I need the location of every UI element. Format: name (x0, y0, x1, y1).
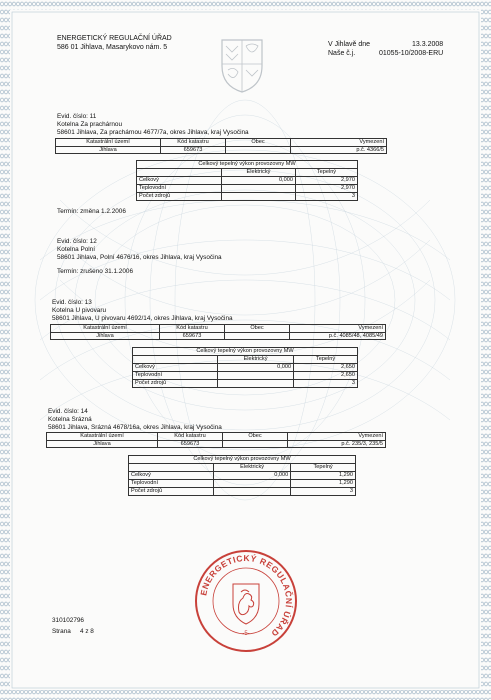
table-header: Obec (226, 139, 291, 147)
table-cell: p.č. 4366/5 (291, 146, 387, 154)
table-cell: 659673 (158, 440, 223, 448)
row-label: Teplovodní (133, 372, 218, 380)
table-cell: 0,000 (222, 177, 296, 185)
official-stamp (193, 548, 299, 654)
stamp-number: -5- (242, 631, 250, 637)
termin-text: Termín: změna 1.2.2006 (57, 208, 126, 215)
org-name: ENERGETICKÝ REGULAČNÍ ÚŘAD (57, 35, 172, 42)
table-header: Vymezení (288, 433, 386, 441)
page-number: 4 z 8 (80, 628, 94, 635)
evid-number: Evid. číslo: 14 (48, 408, 88, 415)
table-cell: 3 (294, 380, 358, 388)
table-cell: 659673 (160, 332, 225, 340)
place-label: V Jihlavě dne (328, 41, 371, 48)
plant-address: 58601 Jihlava, Srázná 4678/16a, okres Jihlava, kraj Vysočina (48, 424, 222, 431)
table-cell: 3 (291, 488, 356, 496)
row-label: Počet zdrojů (129, 488, 214, 496)
table-header: Katastrální území (56, 139, 161, 147)
table-cell (218, 372, 294, 380)
stamp-text: ENERGETICKÝ REGULAČNÍ ÚŘAD (198, 552, 295, 639)
table-cell (214, 480, 291, 488)
plant-name: Kotelna Srázná (48, 416, 92, 423)
ref-label: Naše č.j. (328, 50, 356, 57)
row-label: Počet zdrojů (133, 380, 218, 388)
row-label: Teplovodní (137, 185, 222, 193)
coat-of-arms-icon (218, 36, 266, 94)
org-address: 586 01 Jihlava, Masarykovo nám. 5 (57, 44, 168, 51)
table-cell: 2,970 (295, 177, 357, 185)
page-label: Strana (52, 628, 71, 635)
vykon-table (132, 347, 358, 388)
plant-address: 58601 Jihlava, Za prachárnou 4677/7a, okres Jihlava, kraj Vysočina (57, 129, 249, 136)
table-cell (214, 488, 291, 496)
termin-text: Termín: zrušeno 31.1.2006 (57, 268, 134, 275)
column-header: Tepelný (294, 356, 358, 364)
table-cell: 659673 (161, 146, 226, 154)
plant-name: Kotelna U pivovaru (52, 307, 106, 314)
row-label: Celkový (133, 364, 218, 372)
plant-address: 58601 Jihlava, U pivovaru 4692/14, okres Jihlava, kraj Vysočina (52, 315, 233, 322)
table-header: Obec (225, 325, 290, 333)
table-cell: 3 (295, 193, 357, 201)
evid-number: Evid. číslo: 11 (57, 113, 97, 120)
table-header: Kód katastru (161, 139, 226, 147)
plant-address: 58601 Jihlava, Polní 4676/16, okres Jihlava, kraj Vysočina (57, 254, 222, 261)
column-header: Elektrický (218, 356, 294, 364)
row-label: Celkový (137, 177, 222, 185)
table-cell: Jihlava (56, 146, 161, 154)
plant-13-block (52, 299, 233, 323)
evid-number: Evid. číslo: 12 (57, 238, 97, 245)
plant-12-block (57, 238, 222, 262)
plant-name: Kotelna Polní (57, 246, 96, 253)
plant-11-block (57, 113, 249, 137)
plant-name: Kotelna Za prachárnou (57, 121, 123, 128)
table-header: Katastrální území (51, 325, 160, 333)
table-header: Kód katastru (158, 433, 223, 441)
plant-14-block (48, 408, 222, 432)
vykon-table (136, 160, 358, 201)
row-label: Celkový (129, 472, 214, 480)
table-cell (222, 185, 296, 193)
vykon-title: Celkový tepelný výkon provozovny MW (133, 348, 358, 356)
column-header: Elektrický (214, 464, 291, 472)
column-header: Tepelný (295, 169, 357, 177)
table-cell: 0,000 (214, 472, 291, 480)
column-header: Elektrický (222, 169, 296, 177)
ref-number: 01055-10/2008-ERU (379, 50, 444, 57)
table-cell: p.č. 4085/48, 4085/49 (290, 332, 386, 340)
table-cell (218, 380, 294, 388)
table-cell (223, 440, 288, 448)
table-cell: Jihlava (51, 332, 160, 340)
table-header: Katastrální území (47, 433, 158, 441)
table-header: Vymezení (291, 139, 387, 147)
column-header: Tepelný (291, 464, 356, 472)
katastr-table (50, 324, 386, 340)
table-cell: Jihlava (47, 440, 158, 448)
doc-number: 310102796 (52, 617, 84, 624)
table-cell: 2,650 (294, 364, 358, 372)
table-header: Vymezení (290, 325, 386, 333)
evid-number: Evid. číslo: 13 (52, 299, 92, 306)
row-label: Počet zdrojů (137, 193, 222, 201)
table-cell: 2,650 (294, 372, 358, 380)
table-cell: 1,290 (291, 480, 356, 488)
table-cell (226, 146, 291, 154)
table-header: Kód katastru (160, 325, 225, 333)
table-cell: p.č. 235/3, 235/5 (288, 440, 386, 448)
table-cell: 2,970 (295, 185, 357, 193)
vykon-title: Celkový tepelný výkon provozovny MW (129, 456, 356, 464)
row-label: Teplovodní (129, 480, 214, 488)
table-cell (222, 193, 296, 201)
katastr-table (46, 432, 386, 448)
table-header: Obec (223, 433, 288, 441)
table-cell (225, 332, 290, 340)
table-cell: 1,290 (291, 472, 356, 480)
date-value: 13.3.2008 (412, 41, 444, 48)
org-block (57, 34, 172, 52)
lion-emblem-icon (233, 584, 259, 624)
vykon-table (128, 455, 356, 496)
vykon-title: Celkový tepelný výkon provozovny MW (137, 161, 358, 169)
table-cell: 0,000 (218, 364, 294, 372)
katastr-table (55, 138, 387, 154)
